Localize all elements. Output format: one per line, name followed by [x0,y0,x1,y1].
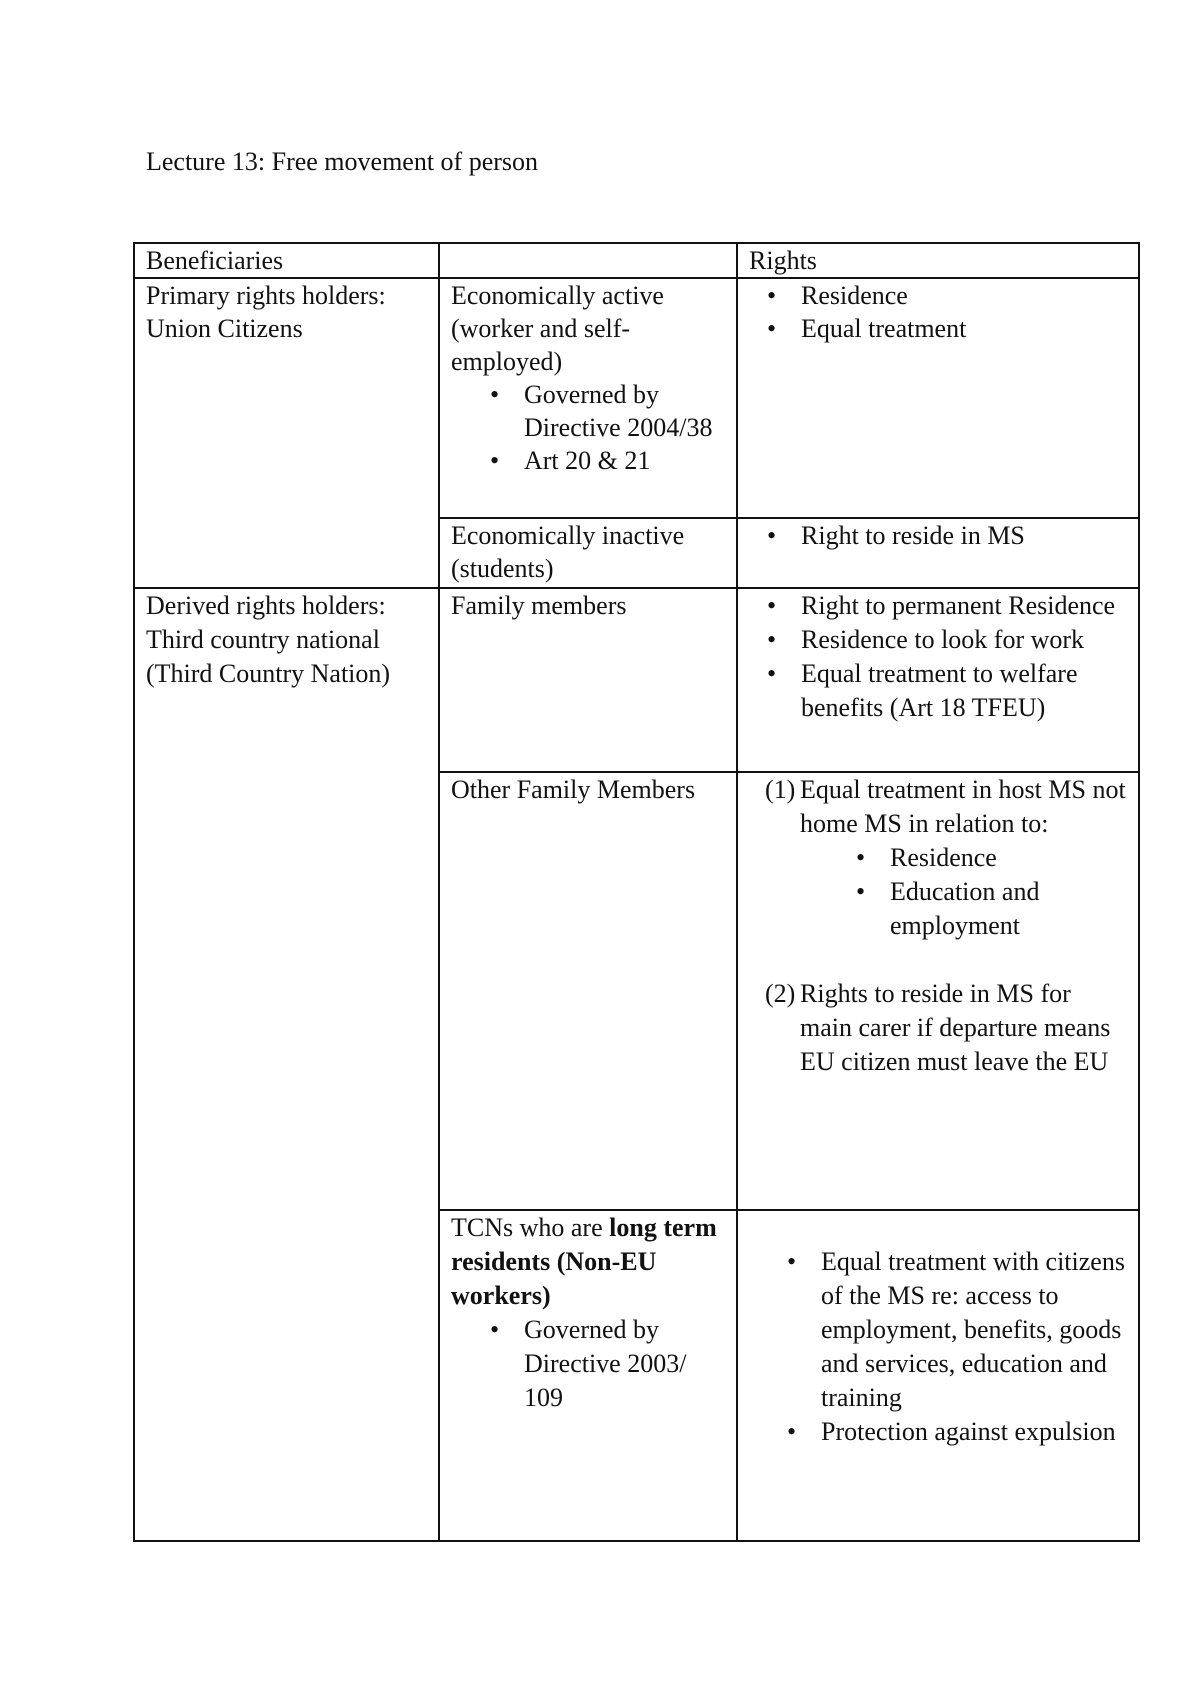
list-item: • Governed by Directive 2003/ 109 [451,1313,726,1415]
beneficiaries-rights-table [133,242,1140,1542]
list-item: • Residence [738,841,1128,875]
list-item: • Art 20 & 21 [451,444,726,477]
economically-active-bullets [451,378,726,477]
header-rights: Rights [737,243,1139,278]
header-blank [439,243,737,278]
primary-sublabel: Union Citizens [146,314,303,343]
list-item: • Residence to look for work [749,623,1128,657]
primary-rights-holders-cell [134,278,439,588]
family-members-cell: Family members [439,588,737,772]
derived-rights-holders-cell [134,588,439,1541]
list-item: • Equal treatment [749,312,1128,345]
list-item: • Right to permanent Residence [749,589,1128,623]
header-beneficiaries: Beneficiaries [134,243,439,278]
list-item: • Right to reside in MS [749,519,1128,552]
point-text-1: Equal treatment in host MS not home MS in relation to: [800,775,1126,838]
list-item: • Governed by Directive 2004/38 [451,378,726,444]
long-term-residents-rights-cell [737,1210,1139,1541]
numbered-point-2 [738,977,1128,1079]
list-item: • Equal treatment with citizens of the MS re: access to employment, benefits, goods and services, education and training [769,1245,1128,1415]
family-members-rights [749,589,1128,725]
economically-active-label: Economically active (worker and self-employed) [451,281,664,376]
economically-inactive-cell: Economically inactive (students) [439,518,737,588]
long-term-residents-cell [439,1210,737,1541]
long-term-residents-rights [769,1211,1128,1449]
list-item: • Education and employment [738,875,1128,943]
long-term-label-bold: long term residents (Non-EU workers) [451,1213,717,1310]
economically-active-rights-cell [737,278,1139,518]
primary-label: Primary rights holders: [146,281,386,310]
table-row-family-members [134,588,1139,772]
economically-active-cell [439,278,737,518]
economically-active-rights [749,279,1128,345]
economically-inactive-rights [749,519,1128,552]
point-number-1: (1) [765,775,796,804]
economically-inactive-rights-cell [737,518,1139,588]
derived-label: Derived rights holders: [146,591,386,620]
page-title: Lecture 13: Free movement of person [146,147,539,176]
point-number-2: (2) [765,979,796,1008]
point-text-2: Rights to reside in MS for main carer if departure means EU citizen must leave the EU [800,979,1111,1076]
spacer [738,943,1128,977]
numbered-point-1 [738,773,1128,841]
long-term-label-prefix: TCNs who are [451,1213,610,1242]
table-row-economically-active [134,278,1139,518]
other-family-members-cell: Other Family Members [439,772,737,1210]
long-term-residents-label [451,1211,726,1313]
long-term-residents-bullets [451,1313,726,1415]
table-header-row [134,243,1139,278]
other-family-rights-cell [737,772,1139,1210]
derived-sublabel: Third country national (Third Country Nation) [146,625,391,688]
list-item: • Protection against expulsion [769,1415,1128,1449]
family-members-rights-cell [737,588,1139,772]
list-item: • Residence [749,279,1128,312]
point-1-bullets [738,841,1128,943]
list-item: • Equal treatment to welfare benefits (Art 18 TFEU) [749,657,1128,725]
